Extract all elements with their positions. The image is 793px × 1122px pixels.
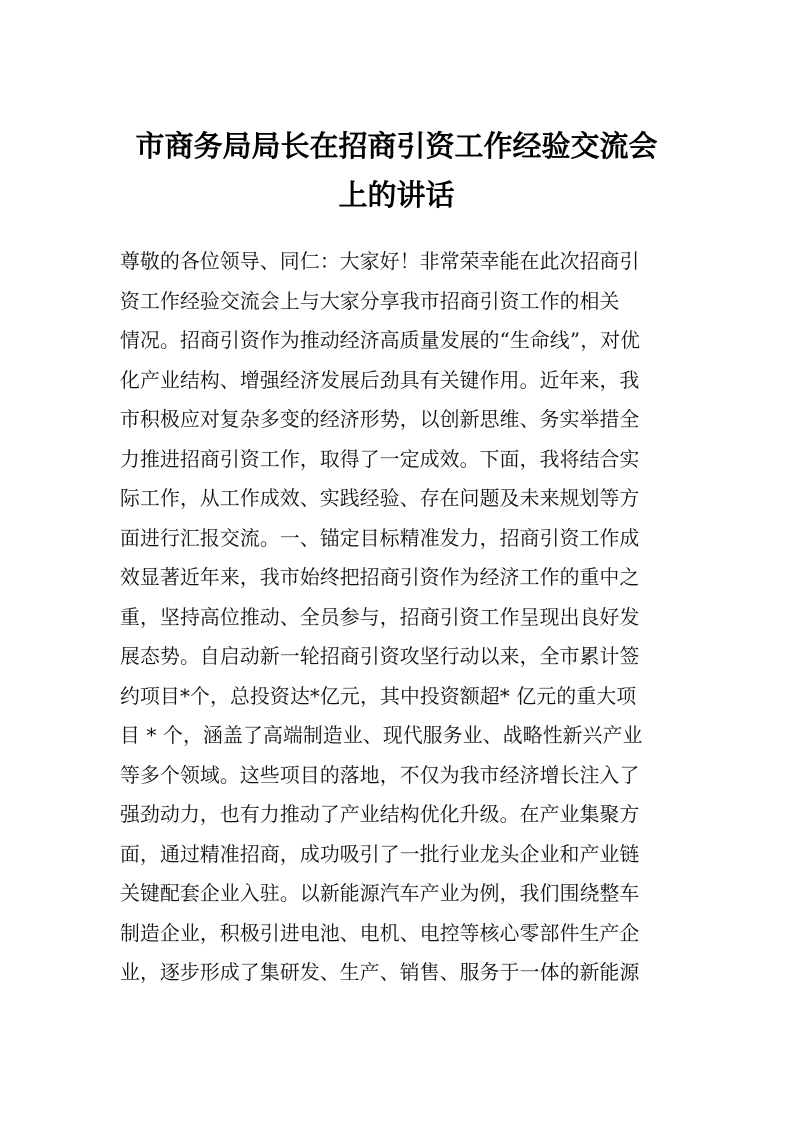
body-text-line: 展态势。自启动新一轮招商引资攻坚行动以来，全市累计签: [120, 645, 640, 668]
document-title-line-1: 市商务局局长在招商引资工作经验交流会: [135, 129, 658, 163]
body-text-line: 强劲动力，也有力推动了产业结构优化升级。在产业集聚方: [120, 803, 640, 826]
body-text-line: 制造企业，积极引进电池、电机、电控等核心零部件生产企: [120, 922, 640, 945]
body-text-line: 目 * 个，涵盖了高端制造业、现代服务业、战略性新兴产业: [120, 724, 643, 747]
document-title-line-2: 上的讲话: [338, 178, 455, 212]
body-text-line: 效显著近年来，我市始终把招商引资作为经济工作的重中之: [120, 566, 640, 589]
body-text-line: 际工作，从工作成效、实践经验、存在问题及未来规划等方: [120, 487, 640, 510]
body-text-line: 情况。招商引资作为推动经济高质量发展的“生命线”，对优: [120, 329, 641, 352]
body-text-line: 力推进招商引资工作，取得了一定成效。下面，我将结合实: [120, 448, 640, 471]
body-text-line: 面进行汇报交流。一、锚定目标精准发力，招商引资工作成: [120, 527, 640, 550]
body-text-line: 尊敬的各位领导、同仁：大家好！非常荣幸能在此次招商引: [120, 250, 640, 273]
body-text-line: 约项目*个，总投资达*亿元，其中投资额超* 亿元的重大项: [120, 685, 637, 708]
body-text-line: 市积极应对复杂多变的经济形势，以创新思维、务实举措全: [120, 408, 640, 431]
body-text-line: 化产业结构、增强经济发展后劲具有关键作用。近年来，我: [120, 369, 640, 392]
body-text-line: 面，通过精准招商，成功吸引了一批行业龙头企业和产业链: [120, 843, 640, 866]
body-text-line: 资工作经验交流会上与大家分享我市招商引资工作的相关: [120, 290, 620, 313]
body-text-line: 等多个领域。这些项目的落地，不仅为我市经济增长注入了: [120, 764, 640, 787]
body-text-line: 重，坚持高位推动、全员参与，招商引资工作呈现出良好发: [120, 606, 640, 629]
body-text-line: 关键配套企业入驻。以新能源汽车产业为例，我们围绕整车: [120, 882, 640, 905]
body-text-line: 业，逐步形成了集研发、生产、销售、服务于一体的新能源: [120, 961, 640, 984]
